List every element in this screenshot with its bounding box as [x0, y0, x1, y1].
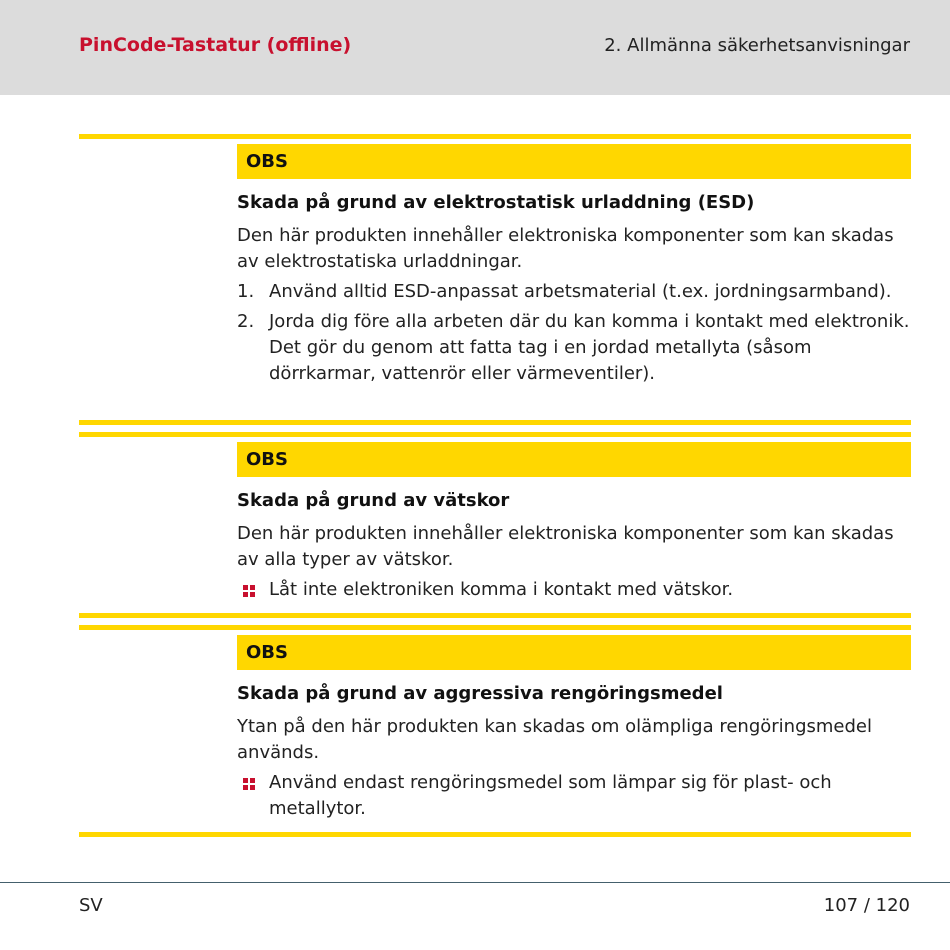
footer-language: SV	[79, 895, 103, 916]
obs-label: OBS	[237, 442, 911, 477]
numbered-list	[237, 279, 911, 387]
footer-divider	[0, 882, 950, 883]
list-number: 2.	[237, 311, 255, 332]
section-title: 2. Allmänna säkerhetsanvisningar	[604, 35, 910, 56]
list-item-text: Använd alltid ESD-anpassat arbetsmaterial (t.ex. jordningsarmband).	[269, 281, 892, 302]
notice-text: Den här produkten innehåller elektroniska komponenter som kan skadas av elektrostatiska urladdningar.	[237, 225, 894, 272]
obs-label: OBS	[237, 635, 911, 670]
list-item-text: Låt inte elektroniken komma i kontakt med vätskor.	[269, 579, 734, 600]
notice-esd	[79, 134, 911, 425]
notice-text: Ytan på den här produkten kan skadas om olämpliga rengöringsmedel används.	[237, 716, 872, 763]
list-item	[237, 279, 911, 305]
red-square-bullet-icon	[243, 585, 256, 598]
product-title: PinCode-Tastatur (offline)	[79, 34, 352, 56]
notice-title: Skada på grund av vätskor	[237, 490, 510, 511]
list-item-text: Använd endast rengöringsmedel som lämpar sig för plast- och metallytor.	[269, 772, 832, 819]
page-header	[0, 0, 950, 95]
bullet-list	[237, 770, 911, 822]
notice-title: Skada på grund av aggressiva rengöringsmedel	[237, 683, 723, 704]
page-number: 107 / 120	[823, 895, 910, 916]
notice-title: Skada på grund av elektrostatisk urladdning (ESD)	[237, 192, 755, 213]
list-item	[237, 770, 911, 822]
list-item	[237, 309, 911, 387]
list-item	[237, 577, 911, 603]
notice-cleaning-agents	[79, 625, 911, 837]
red-square-bullet-icon	[243, 778, 256, 791]
obs-label: OBS	[237, 144, 911, 179]
list-item-text: Jorda dig före alla arbeten där du kan komma i kontakt med elektronik. Det gör du genom att fatta tag i en jordad metallyta (såsom dörrkarmar, vattenrör eller värmeventiler).	[269, 311, 910, 384]
list-number: 1.	[237, 281, 255, 302]
bullet-list	[237, 577, 911, 603]
notice-text: Den här produkten innehåller elektroniska komponenter som kan skadas av alla typer av vätskor.	[237, 523, 894, 570]
notice-liquids	[79, 432, 911, 618]
